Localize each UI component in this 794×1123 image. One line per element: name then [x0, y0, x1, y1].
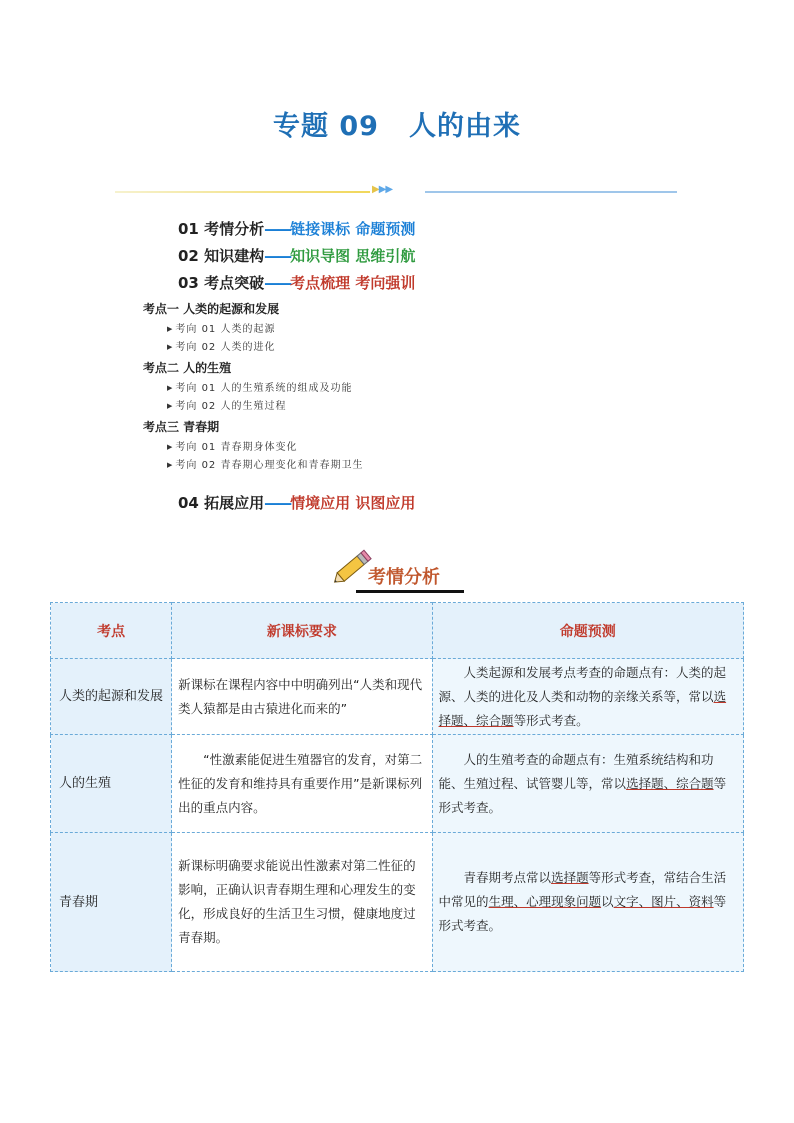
toc-item-2: 02 知识建构——知识导图 思维引航 — [178, 247, 416, 265]
triangle-icon: ▶ — [167, 325, 174, 333]
divider-right — [425, 191, 677, 193]
triangle-icon: ▶ — [167, 343, 174, 351]
table-cell-pred: 青春期考点常以选择题等形式考查，常结合生活中常见的生理、心理现象问题以文字、图片、资料等形式考查。 — [432, 833, 743, 972]
table-cell-point: 青春期 — [51, 833, 172, 972]
toc-item-3: 03 考点突破——考点梳理 考向强训 — [178, 274, 416, 292]
page-title — [0, 104, 794, 143]
toc-item-1: 01 考情分析——链接课标 命题预测 — [178, 220, 416, 238]
banner-underline — [356, 590, 464, 593]
table-cell-req: 新课标明确要求能说出性激素对第二性征的影响，正确认识青春期生理和心理发生的变化，形成良好的生活卫生习惯，健康地度过青春期。 — [172, 833, 432, 972]
section-head-1: 考点一 人类的起源和发展 — [143, 302, 280, 316]
sub-item: ▶ 考向 02 人类的进化 — [167, 342, 276, 353]
table-cell-req: 新课标在课程内容中中明确列出“人类和现代类人猿都是由古猿进化而来的” — [172, 659, 432, 735]
sub-item: ▶ 考向 02 人的生殖过程 — [167, 401, 287, 412]
table-row — [51, 833, 744, 972]
divider-arrows-icon: ▶▶▶ — [372, 184, 393, 195]
analysis-table — [50, 602, 744, 972]
sub-item: ▶ 考向 01 人的生殖系统的组成及功能 — [167, 383, 353, 394]
table-header: 命题预测 — [432, 603, 743, 659]
section-head-2: 考点二 人的生殖 — [143, 361, 232, 375]
triangle-icon: ▶ — [167, 461, 174, 469]
table-cell-pred: 人类起源和发展考点考查的命题点有：人类的起源、人类的进化及人类和动物的亲缘关系等，常以选择题、综合题等形式考查。 — [432, 659, 743, 735]
section-head-3: 考点三 青春期 — [143, 420, 220, 434]
table-cell-point: 人的生殖 — [51, 735, 172, 833]
section-banner — [328, 547, 468, 595]
sub-item: ▶ 考向 01 人类的起源 — [167, 324, 276, 335]
toc-item-4: 04 拓展应用——情境应用 识图应用 — [178, 494, 416, 512]
table-row — [51, 659, 744, 735]
divider-left — [115, 191, 370, 193]
table-cell-pred: 人的生殖考查的命题点有：生殖系统结构和功能、生殖过程、试管婴儿等，常以选择题、综合题等形式考查。 — [432, 735, 743, 833]
table-header: 考点 — [51, 603, 172, 659]
sub-item: ▶ 考向 01 青春期身体变化 — [167, 442, 298, 453]
triangle-icon: ▶ — [167, 384, 174, 392]
table-header: 新课标要求 — [172, 603, 432, 659]
sub-item: ▶ 考向 02 青春期心理变化和青春期卫生 — [167, 460, 364, 471]
banner-label: 考情分析 — [368, 567, 440, 588]
table-cell-req: “性激素能促进生殖器官的发育，对第二性征的发育和维持具有重要作用”是新课标列出的重点内容。 — [172, 735, 432, 833]
title-main: 人的由来 — [408, 111, 521, 142]
table-row — [51, 735, 744, 833]
table-cell-point: 人类的起源和发展 — [51, 659, 172, 735]
triangle-icon: ▶ — [167, 402, 174, 410]
title-prefix: 专题 09 — [273, 111, 379, 142]
triangle-icon: ▶ — [167, 443, 174, 451]
table-header-row — [51, 603, 744, 659]
